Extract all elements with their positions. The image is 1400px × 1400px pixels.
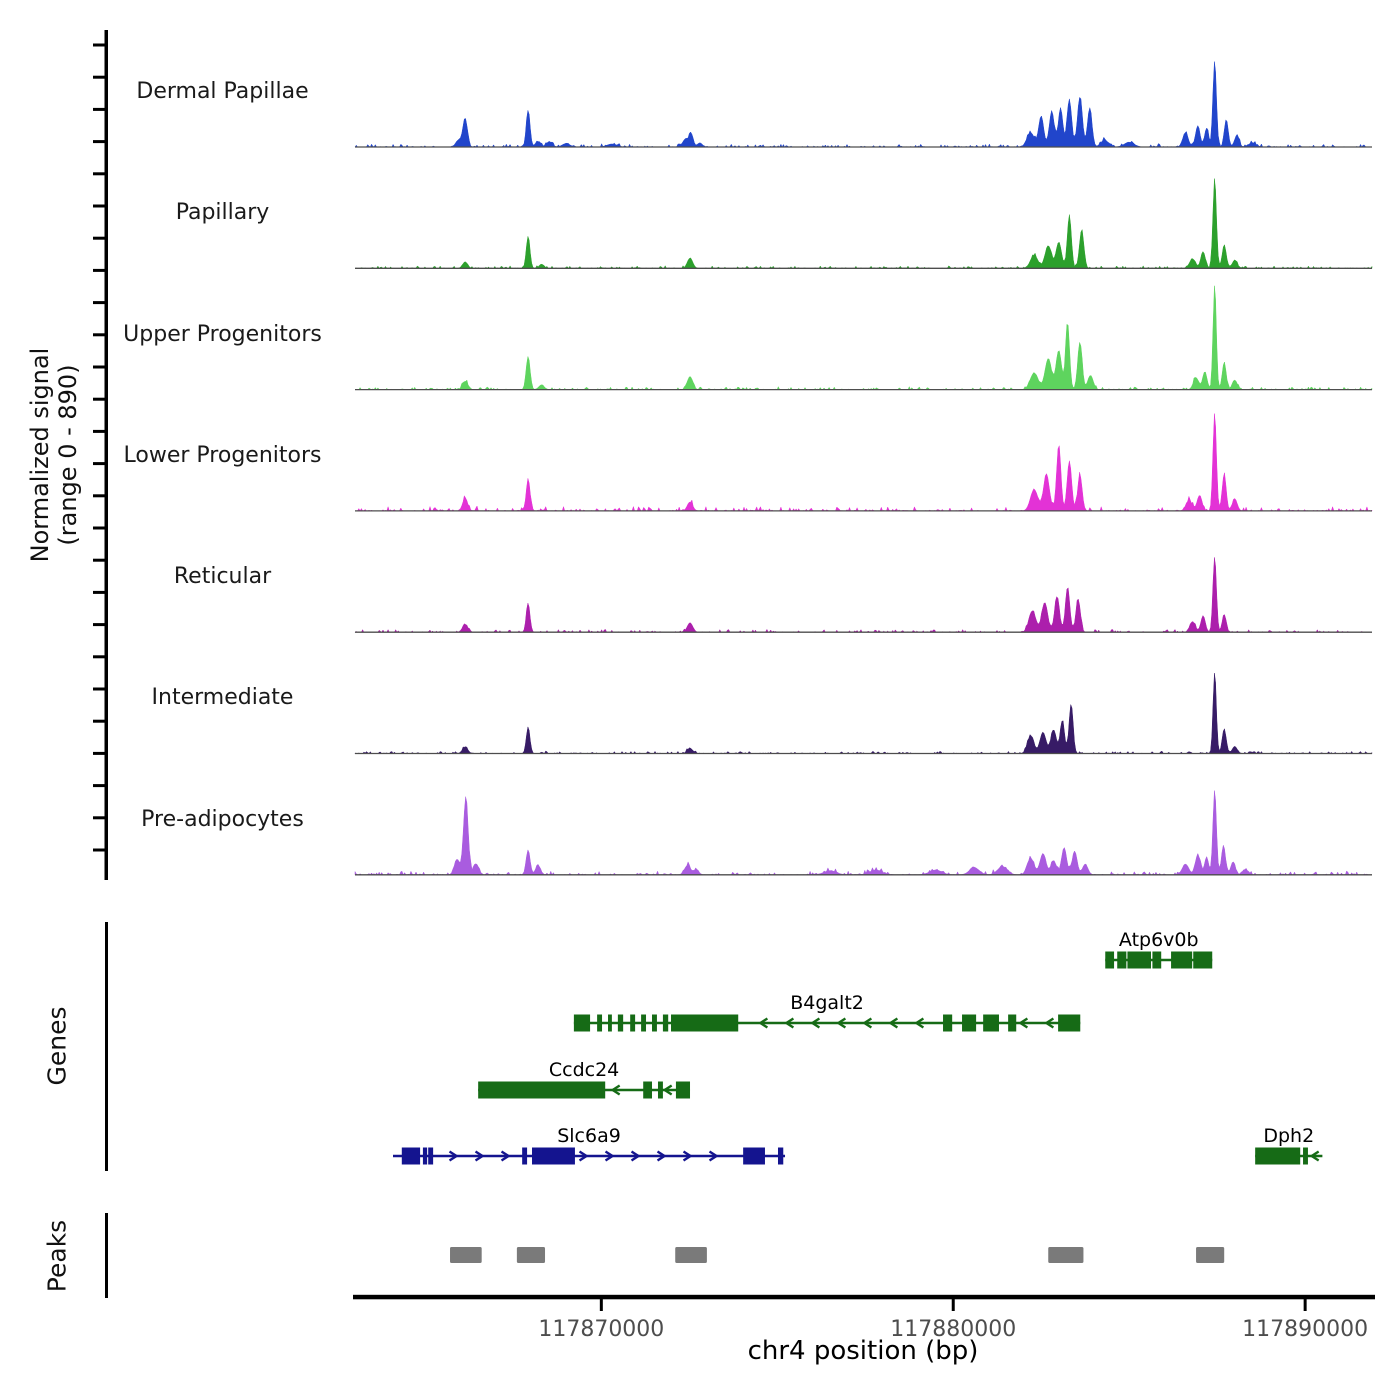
peaks-section-label: Peaks xyxy=(42,1219,72,1293)
gene-exon xyxy=(1303,1148,1308,1165)
peak-region xyxy=(675,1247,707,1263)
gene-label-atp6v0b: Atp6v0b xyxy=(1118,929,1199,951)
x-axis-line xyxy=(353,1295,1375,1300)
gene-exon xyxy=(1152,952,1161,969)
gene-exon xyxy=(778,1148,783,1165)
gene-exon xyxy=(658,1082,663,1099)
gene-glyph-atp6v0b xyxy=(1105,929,1212,969)
gene-glyph-b4galt2 xyxy=(574,992,1080,1032)
gene-glyph-dph2 xyxy=(1255,1125,1322,1165)
peaks-section-spine xyxy=(105,1213,108,1298)
gene-exon xyxy=(428,1148,433,1165)
gene-glyph-ccdc24 xyxy=(478,1059,690,1099)
gene-label-slc6a9: Slc6a9 xyxy=(557,1125,621,1147)
gene-exon xyxy=(1193,952,1212,969)
gene-exon xyxy=(423,1148,427,1165)
gene-exon xyxy=(1058,1015,1080,1032)
gene-exon xyxy=(663,1015,668,1032)
x-axis-tick-label: 117880000 xyxy=(890,1317,1017,1342)
gene-exon xyxy=(618,1015,623,1032)
gene-glyph-slc6a9 xyxy=(393,1125,785,1165)
gene-exon xyxy=(522,1148,527,1165)
gene-exon xyxy=(608,1015,612,1032)
track-label-reticular: Reticular xyxy=(173,564,272,589)
gene-exon xyxy=(478,1082,605,1099)
track-label-lower-progenitors: Lower Progenitors xyxy=(123,443,322,468)
x-axis-title: chr4 position (bp) xyxy=(747,1336,979,1366)
peak-region xyxy=(1196,1247,1224,1263)
peak-region xyxy=(1048,1247,1083,1263)
signal-track-area-upper-progenitors xyxy=(355,286,1372,390)
gene-label-b4galt2: B4galt2 xyxy=(790,992,864,1014)
gene-exon xyxy=(630,1015,635,1032)
gene-exon xyxy=(652,1015,657,1032)
gene-exon xyxy=(671,1015,738,1032)
track-label-dermal-papillae: Dermal Papillae xyxy=(136,79,309,104)
gene-exon xyxy=(641,1015,646,1032)
signal-y-axis-spine xyxy=(105,30,109,880)
gene-exon xyxy=(532,1148,575,1165)
x-axis-tick-label: 117890000 xyxy=(1242,1317,1369,1342)
gene-exon xyxy=(402,1148,420,1165)
gene-exon xyxy=(962,1015,976,1032)
track-label-upper-progenitors: Upper Progenitors xyxy=(123,322,322,347)
gene-exon xyxy=(983,1015,999,1032)
y-axis-label-line1: Normalized signal xyxy=(26,347,54,563)
signal-track-area-papillary xyxy=(355,179,1372,269)
track-label-papillary: Papillary xyxy=(175,200,270,225)
signal-track-area-dermal-papillae xyxy=(355,62,1372,147)
y-axis-label-line2: (range 0 - 890) xyxy=(54,364,82,546)
gene-label-ccdc24: Ccdc24 xyxy=(548,1059,620,1081)
peak-region xyxy=(450,1247,482,1263)
signal-track-area-intermediate xyxy=(355,673,1372,753)
gene-exon xyxy=(643,1082,652,1099)
gene-exon xyxy=(1117,952,1126,969)
gene-exon xyxy=(743,1148,765,1165)
signal-track-area-lower-progenitors xyxy=(355,414,1372,511)
signal-track-area-pre-adipocytes xyxy=(355,791,1372,875)
gene-exon xyxy=(676,1082,690,1099)
gene-exon xyxy=(1008,1015,1016,1032)
gene-exon xyxy=(1127,952,1151,969)
gene-label-dph2: Dph2 xyxy=(1263,1125,1315,1147)
gene-exon xyxy=(1105,952,1114,969)
gene-exon xyxy=(597,1015,602,1032)
gene-exon xyxy=(1255,1148,1300,1165)
track-label-pre-adipocytes: Pre-adipocytes xyxy=(141,807,304,832)
signal-track-area-reticular xyxy=(355,557,1372,632)
x-axis-tick-label: 117870000 xyxy=(538,1317,665,1342)
gene-exon xyxy=(574,1015,590,1032)
gene-exon xyxy=(1171,952,1192,969)
genes-section-spine xyxy=(105,922,108,1171)
gene-exon xyxy=(943,1015,952,1032)
track-label-intermediate: Intermediate xyxy=(151,685,294,710)
genes-section-label: Genes xyxy=(42,1006,72,1086)
peak-region xyxy=(517,1247,545,1263)
